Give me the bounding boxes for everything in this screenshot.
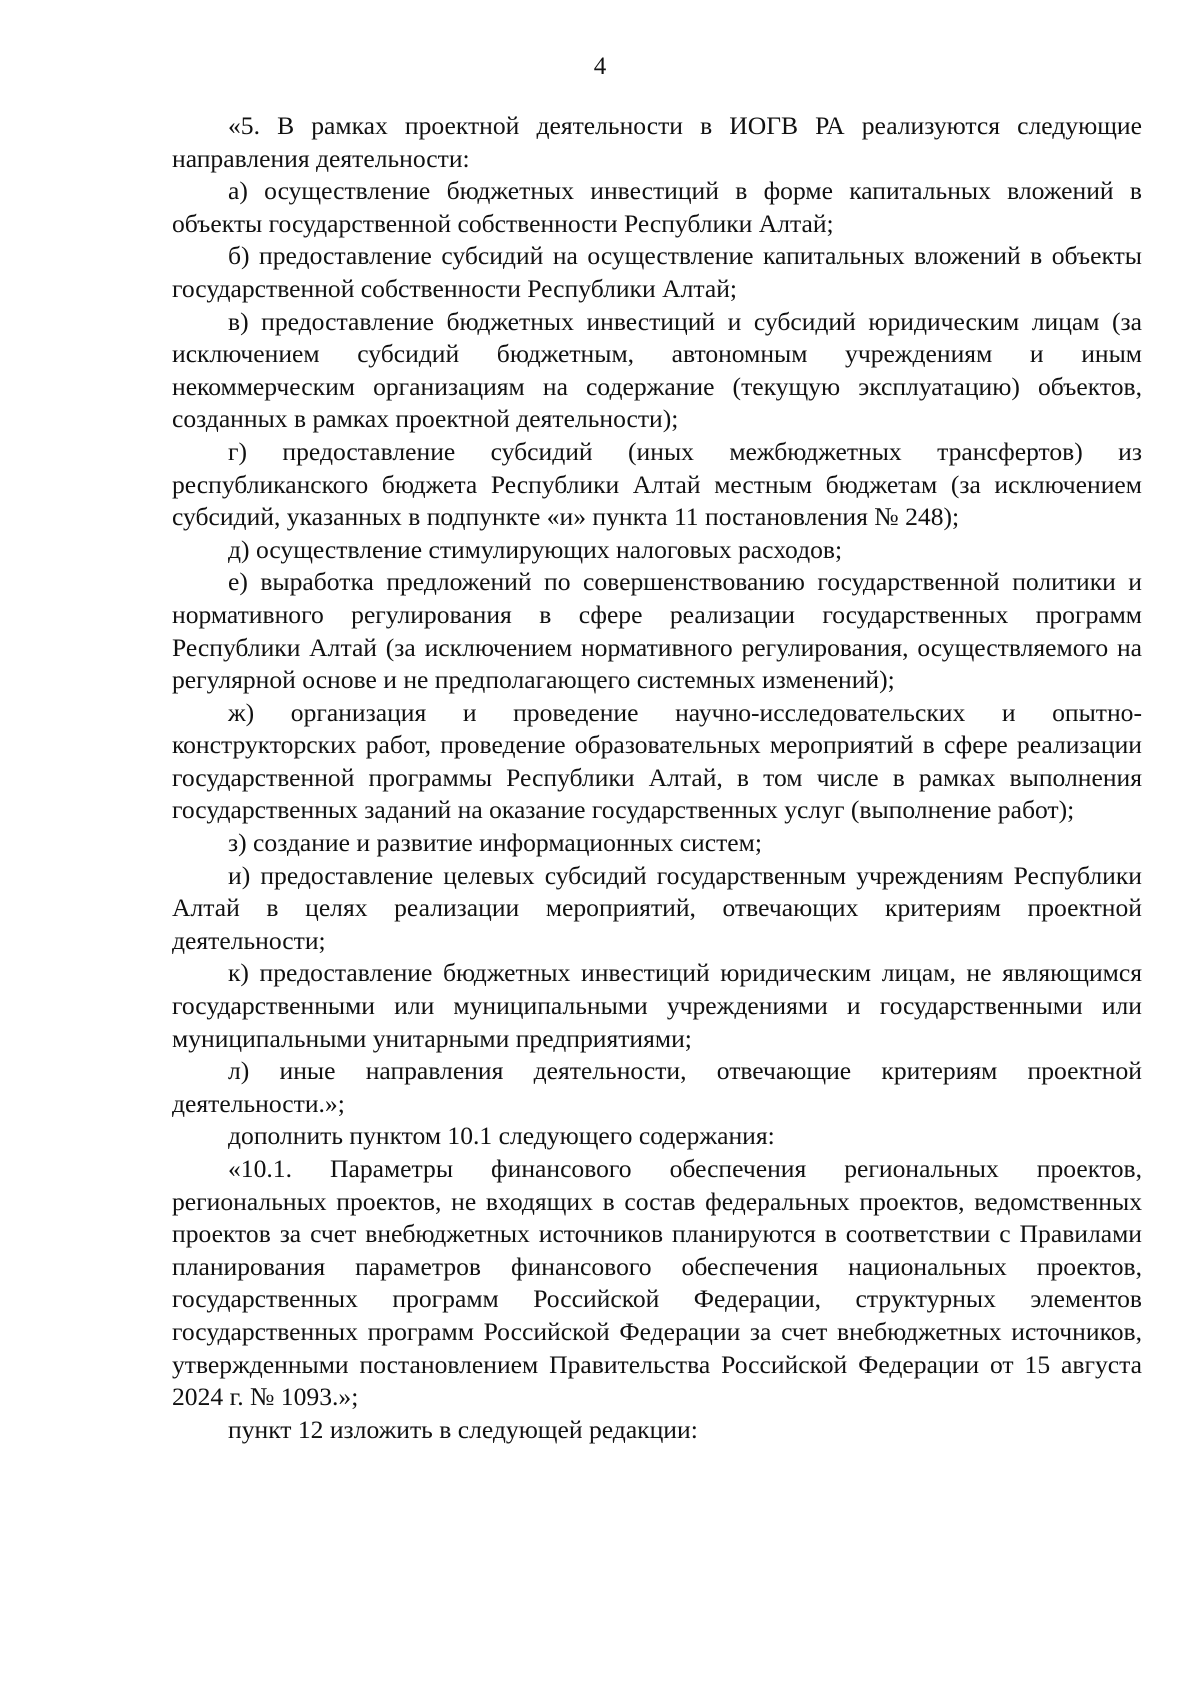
paragraph-item-i: и) предоставление целевых субсидий государственным учреждениям Республики Алтай в целях реализации мероприятий, отвечающих критериям проектной деятельности; [172,860,1142,955]
paragraph-item-zh: ж) организация и проведение научно-исследовательских и опытно-конструкторских работ, проведение образовательных мероприятий в сфере реализации государственной программы Республики Алтай, в том числе в рамках выполнения государственных заданий на оказание государственных услуг (выполнение работ); [172,697,1142,825]
paragraph-item-v: в) предоставление бюджетных инвестиций и субсидий юридическим лицам (за исключением субсидий бюджетным, автономным учреждениям и иным некоммерческим организациям на содержание (текущую эксплуатацию) объектов, созданных в рамках проектной деятельности); [172,306,1142,434]
paragraph-item-l: л) иные направления деятельности, отвечающие критериям проектной деятельности.»; [172,1056,1142,1118]
paragraph-item-z: з) создание и развитие информационных систем; [228,828,762,858]
page-number: 4 [593,53,607,80]
paragraph-item-a: а) осуществление бюджетных инвестиций в форме капитальных вложений в объекты государственной собственности Республики Алтай; [172,176,1142,238]
paragraph-item-g: г) предоставление субсидий (иных межбюджетных трансфертов) из республиканского бюджета Республики Алтай местным бюджетам (за исключением субсидий, указанных в подпункте «и» пункта 11 постановления № 248); [172,436,1142,532]
paragraph-item-k: к) предоставление бюджетных инвестиций юридическим лицам, не являющимся государственными или муниципальными учреждениями и государственными или муниципальными унитарными предприятиями; [172,958,1142,1053]
paragraph-item-e: е) выработка предложений по совершенствованию государственной политики и нормативного регулирования в сфере реализации государственных программ Республики Алтай (за исключением нормативного регулирования, осуществляемого на регулярной основе и не предполагающего системных изменений); [172,567,1142,695]
paragraph-10-1: «10.1. Параметры финансового обеспечения региональных проектов, региональных проектов, не входящих в состав федеральных проектов, ведомственных проектов за счет внебюджетных источников планируются в соответствии с Правилами планирования параметров финансового обеспечения национальных проектов, государственных программ Российской Федерации, структурных элементов государственных программ Российской Федерации за счет внебюджетных источников, утвержденными постановлением Правительства Российской Федерации от 15 августа 2024 г. № 1093.»; [172,1154,1142,1412]
paragraph-add-10-1: дополнить пунктом 10.1 следующего содержания: [228,1121,775,1151]
document-body [172,110,1142,1446]
paragraph-item-d: д) осуществление стимулирующих налоговых расходов; [228,534,843,564]
paragraph-12-intro: пункт 12 изложить в следующей редакции: [228,1414,698,1444]
paragraph-item-b: б) предоставление субсидий на осуществление капитальных вложений в объекты государственной собственности Республики Алтай; [172,241,1142,303]
paragraph-5-intro: «5. В рамках проектной деятельности в ИОГВ РА реализуются следующие направления деятельности: [172,111,1142,173]
